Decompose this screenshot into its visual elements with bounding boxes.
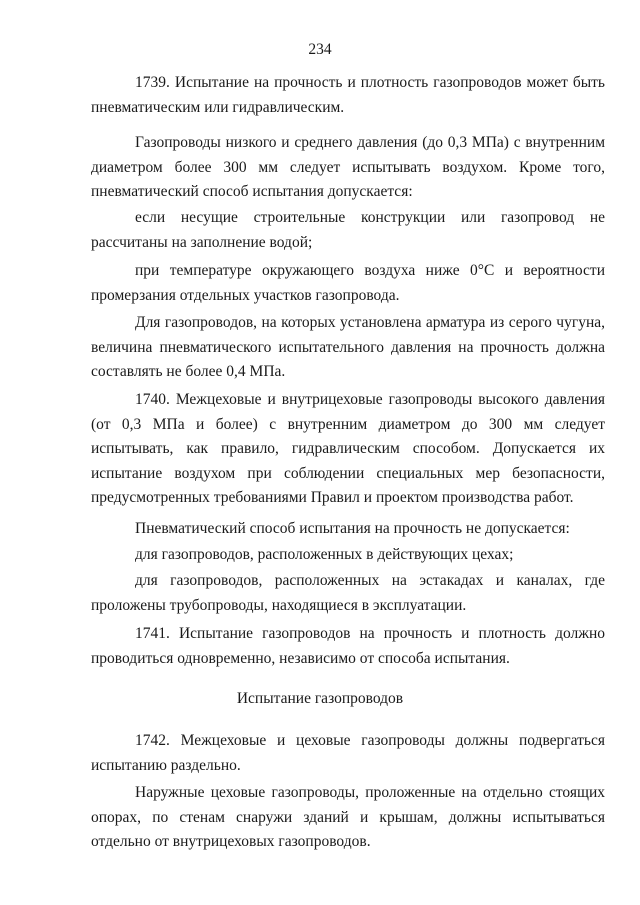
paragraph-1740: 1740. Межцеховые и внутрицеховые газопроводы высокого давления (от 0,3 МПа и более) с внутренним диаметром до 300 мм следует испытывать, как правило, гидравлическим способом. Допускается их испытание воздухом при соблюдении специальных мер безопасности, предусмотренных требованиями Правил и проектом производства работ. xyxy=(91,391,605,506)
paragraph-1742: 1742. Межцеховые и цеховые газопроводы должны подвергаться испытанию раздельно. xyxy=(91,732,605,774)
paragraph-overpasses-channels: для газопроводов, расположенных на эстакадах и каналах, где проложены трубопроводы, находящиеся в эксплуатации. xyxy=(91,572,605,614)
section-heading: Испытание газопроводов xyxy=(236,690,404,707)
paragraph-condition-structures: если несущие строительные конструкции или газопровод не рассчитаны на заполнение водой; xyxy=(91,209,605,251)
paragraph-1739: 1739. Испытание на прочность и плотность газопроводов может быть пневматическим или гидравлическим. xyxy=(91,74,605,116)
paragraph-active-workshops: для газопроводов, расположенных в действующих цехах; xyxy=(135,546,514,563)
paragraph-low-medium-pressure: Газопроводы низкого и среднего давления (до 0,3 МПа) с внутренним диаметром более 300 мм следует испытывать воздухом. Кроме того, пневматический способ испытания допускается: xyxy=(91,134,605,200)
paragraph-condition-temperature: при температуре окружающего воздуха ниже 0°С и вероятности промерзания отдельных участков газопровода. xyxy=(91,262,605,304)
paragraph-pneumatic-not-allowed: Пневматический способ испытания на прочность не допускается: xyxy=(135,520,570,537)
paragraph-cast-iron-fittings: Для газопроводов, на которых установлена арматура из серого чугуна, величина пневматического испытательного давления на прочность должна составлять не более 0,4 МПа. xyxy=(91,314,605,380)
page-number: 234 xyxy=(308,41,332,58)
paragraph-outdoor-pipelines: Наружные цеховые газопроводы, проложенные на отдельно стоящих опорах, по стенам снаружи зданий и крышам, должны испытываться отдельно от внутрицеховых газопроводов. xyxy=(91,784,605,850)
paragraph-1741: 1741. Испытание газопроводов на прочность и плотность должно проводиться одновременно, независимо от способа испытания. xyxy=(91,625,605,667)
